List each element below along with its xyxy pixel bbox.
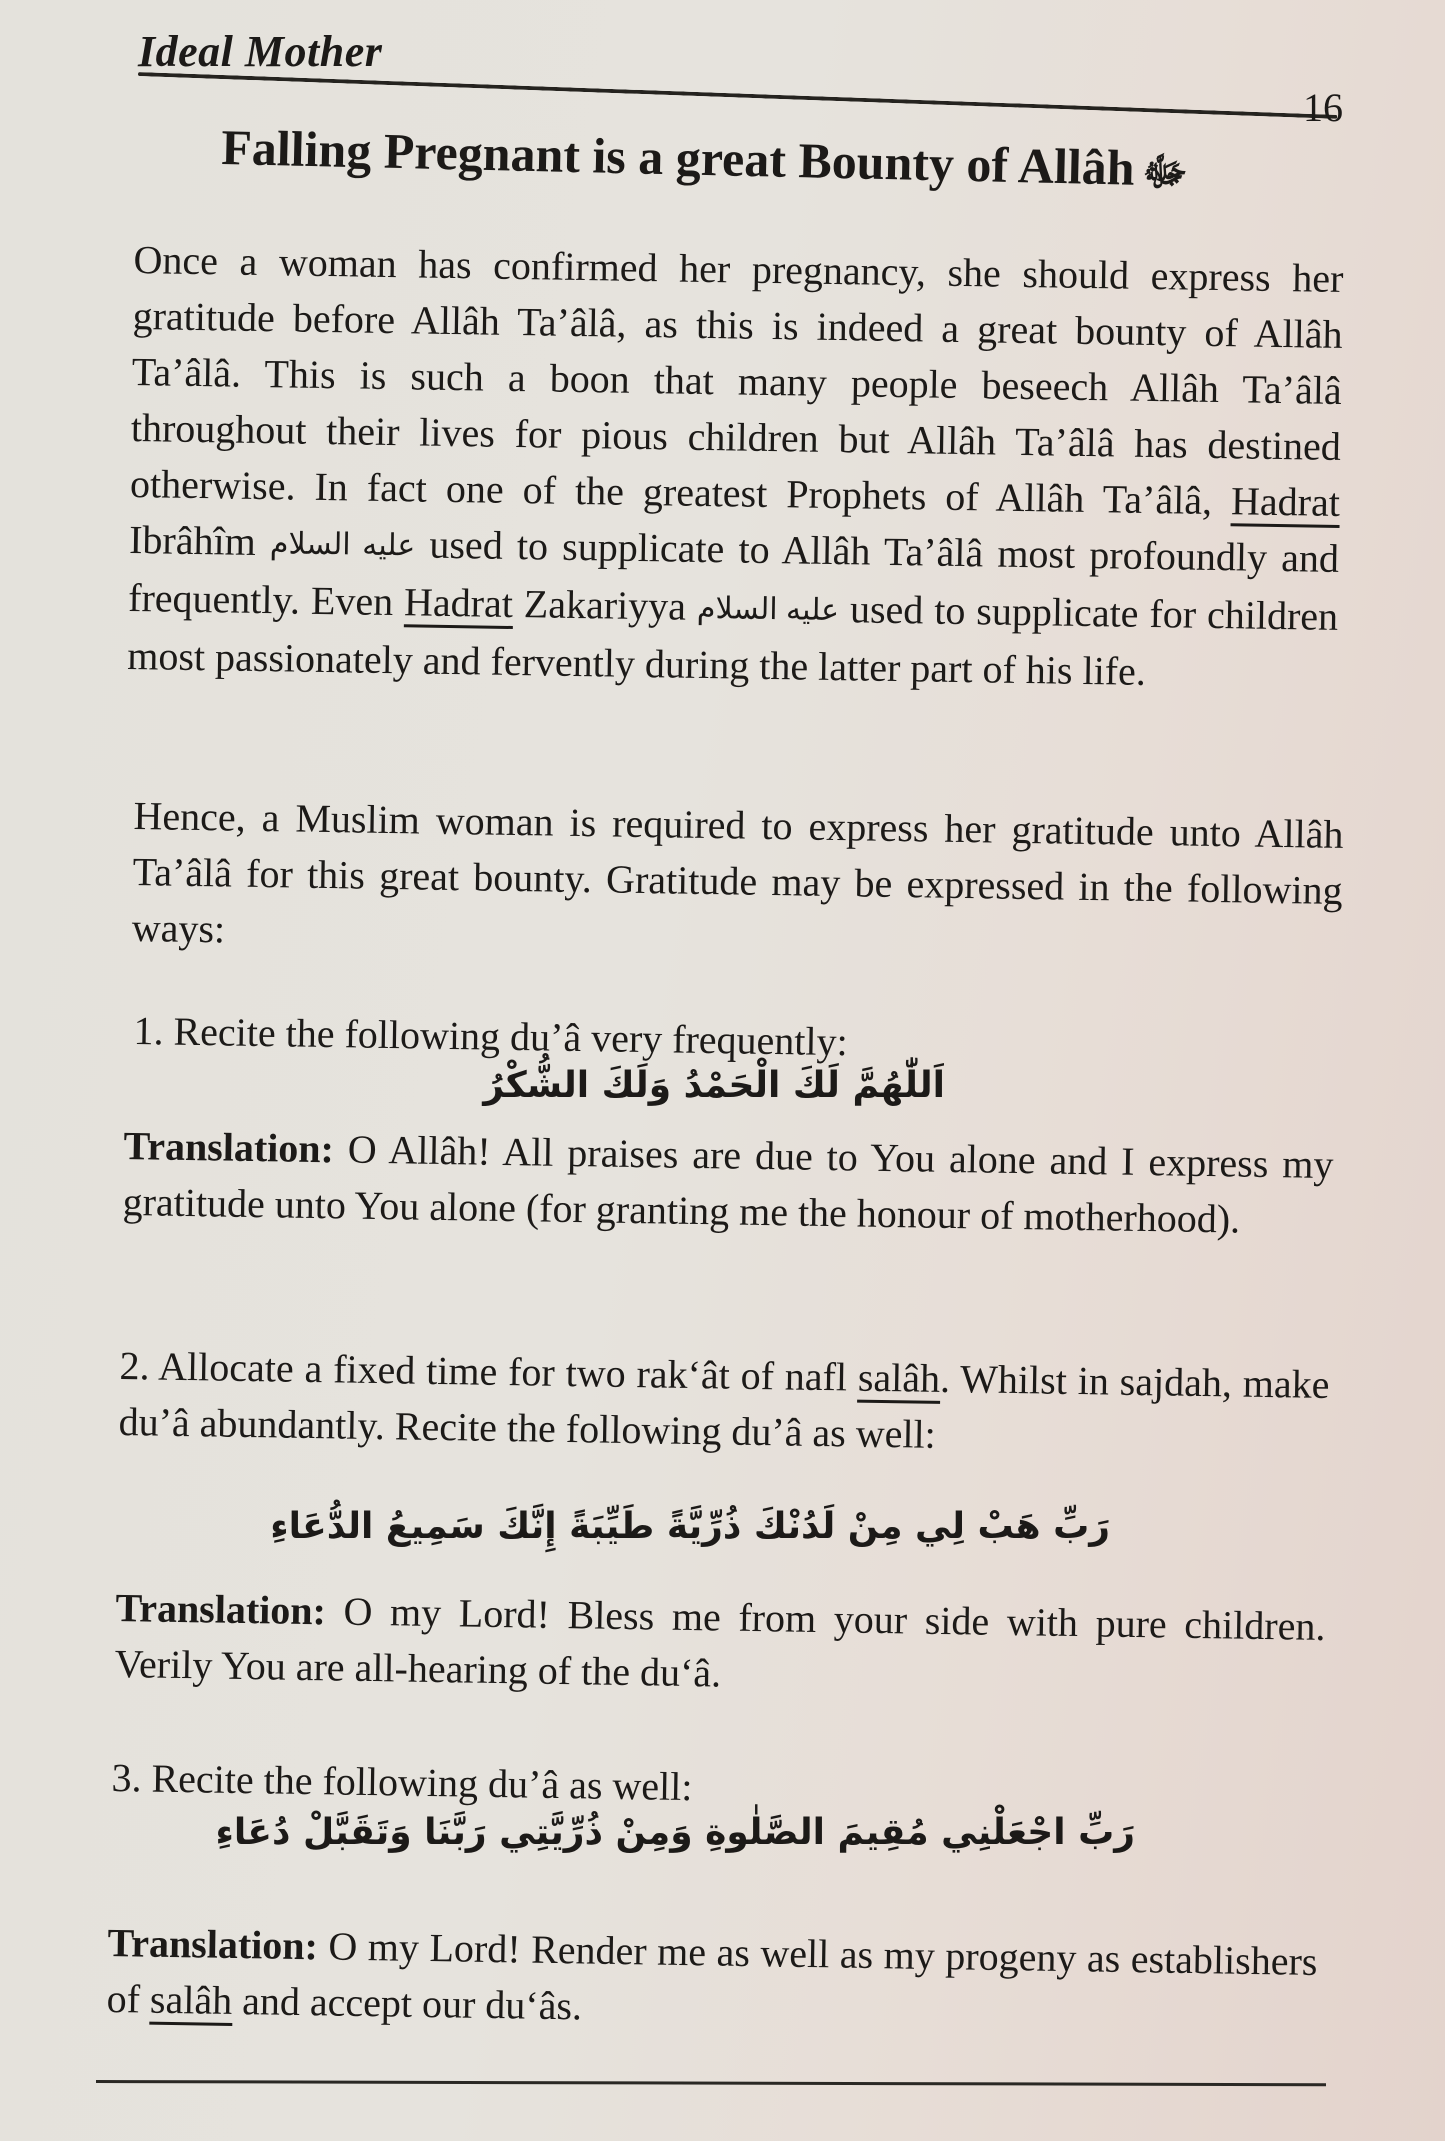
- salutation-icon: عليه السلام: [269, 527, 416, 563]
- salah-underlined: salâh: [858, 1355, 941, 1404]
- translation-label: Translation:: [123, 1122, 335, 1172]
- honorific-icon: ﷻ: [1142, 148, 1189, 195]
- text-run: used to supplicate for children most passionately and fervently during the latter part of his life.: [126, 586, 1339, 694]
- translation-text: O Allâh! All praises are due to You alone and I express my gratitude unto You alone (for granting me the honour of motherhood).: [122, 1126, 1334, 1242]
- salah-underlined: salâh: [150, 1977, 233, 2026]
- hadrat-underlined: Hadrat: [1231, 478, 1341, 528]
- salutation-icon: عليه السلام: [696, 591, 840, 628]
- text-run: Zakariyya: [512, 581, 698, 629]
- hadrat-underlined: Hadrat: [404, 579, 514, 629]
- item-2-arabic-dua: رَبِّ هَبْ لِي مِنْ لَدُنْكَ ذُرِّيَّةً طَيِّبَةً إِنَّكَ سَمِيعُ الدُّعَاءِ: [270, 1506, 1110, 1547]
- footer-rule: [96, 2080, 1326, 2086]
- text-run: used to supplicate to Allâh Ta’âlâ most profoundly and frequently. Even: [127, 521, 1340, 625]
- item-3-arabic-dua: رَبِّ اجْعَلْنِي مُقِيمَ الصَّلٰوةِ وَمِنْ ذُرِّيَّتِي رَبَّنَا وَتَقَبَّلْ دُعَاءِ: [215, 1812, 1135, 1853]
- item-3-instruction: 3. Recite the following du’â as well:: [111, 1754, 693, 1810]
- item-2-translation: [114, 1580, 1326, 1711]
- header-rule: [138, 72, 1337, 119]
- item-1-translation: [122, 1118, 1334, 1249]
- text-run: Once a woman has confirmed her pregnancy, she should express her gratitude before Allâh Ta’âlâ, as this is indeed a great bounty of Allâh Ta’âlâ. This is such a boon that many people beseech Allâh Ta’âlâ throughout their lives for pious children but Allâh Ta’âlâ has destined otherwise. In fact one of the greatest Prophets of Allâh Ta’âlâ,: [129, 236, 1344, 524]
- chapter-title: [221, 118, 1189, 206]
- translation-text: and accept our du‘âs.: [231, 1977, 583, 2029]
- text-run: . Whilst in sajdah, make du’â abundantly. Recite the following du’â as well:: [118, 1355, 1330, 1457]
- translation-label: Translation:: [115, 1584, 327, 1634]
- text-run: 2. Allocate a fixed time for two rak‘ât of nafl: [119, 1342, 859, 1400]
- paragraph-gratitude: Hence, a Muslim woman is required to express her gratitude unto Allâh Ta’âlâ for this great bounty. Gratitude may be expressed in the following ways:: [131, 792, 1344, 952]
- translation-text: O my Lord! Bless me from your side with pure children. Verily You are all-hearing of the du‘â.: [114, 1588, 1326, 1696]
- item-3-translation: [106, 1915, 1318, 2046]
- item-1-arabic-dua: اَللّٰهُمَّ لَكَ الْحَمْدُ وَلَكَ الشُّكْرُ: [483, 1065, 945, 1106]
- translation-text: O my Lord! Render me as well as my progeny as establishers of: [106, 1923, 1318, 2022]
- paragraph-intro: [127, 232, 1344, 703]
- page-number: 16: [1303, 85, 1343, 130]
- text-run: Ibrâhîm: [128, 516, 271, 565]
- translation-label: Translation:: [107, 1919, 319, 1969]
- chapter-title-text: Falling Pregnant is a great Bounty of Allâh: [220, 118, 1136, 196]
- running-title: Ideal Mother: [138, 27, 383, 76]
- item-2-instruction: [118, 1338, 1330, 1469]
- item-1-instruction: 1. Recite the following du’â very frequently:: [133, 1007, 849, 1065]
